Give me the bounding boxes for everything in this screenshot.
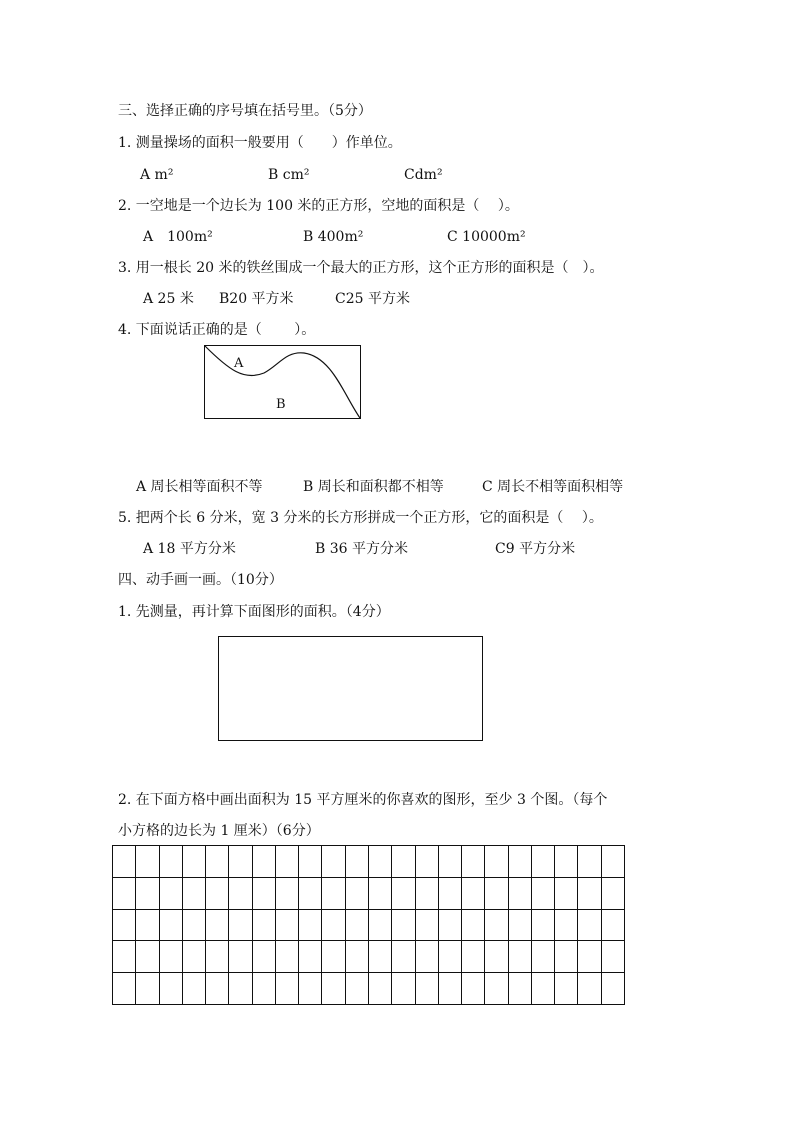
grid-cell[interactable]: [532, 973, 555, 1005]
grid-cell[interactable]: [206, 941, 229, 973]
grid-cell[interactable]: [299, 846, 322, 878]
grid-cell[interactable]: [160, 846, 183, 878]
q4-option-c: C 周长不相等面积相等: [482, 479, 624, 495]
grid-cell[interactable]: [555, 846, 578, 878]
grid-cell[interactable]: [276, 846, 299, 878]
grid-cell[interactable]: [206, 846, 229, 878]
q4-option-b: B 周长和面积都不相等: [303, 479, 444, 495]
grid-cell[interactable]: [485, 878, 508, 910]
grid-cell[interactable]: [439, 910, 462, 942]
grid-cell[interactable]: [485, 846, 508, 878]
grid-cell[interactable]: [322, 941, 345, 973]
grid-cell[interactable]: [509, 973, 532, 1005]
q1-option-a: A m²: [140, 167, 174, 183]
s4-question-1: 1. 先测量，再计算下面图形的面积。（4分）: [118, 604, 390, 620]
section-4-title: 四、动手画一画。（10分）: [118, 572, 283, 588]
grid-cell[interactable]: [113, 910, 136, 942]
grid-cell[interactable]: [555, 973, 578, 1005]
question-5: 5. 把两个长 6 分米，宽 3 分米的长方形拼成一个正方形，它的面积是（ ）。: [118, 510, 603, 526]
grid-cell[interactable]: [392, 941, 415, 973]
grid-cell[interactable]: [253, 973, 276, 1005]
question-2: 2. 一空地是一个边长为 100 米的正方形，空地的面积是（ ）。: [118, 198, 519, 214]
grid-cell[interactable]: [113, 846, 136, 878]
grid-cell[interactable]: [229, 973, 252, 1005]
grid-cell[interactable]: [602, 846, 625, 878]
grid-cell[interactable]: [532, 910, 555, 942]
grid-cell[interactable]: [509, 846, 532, 878]
grid-cell[interactable]: [136, 941, 159, 973]
grid-cell[interactable]: [485, 973, 508, 1005]
grid-cell[interactable]: [253, 941, 276, 973]
grid-cell[interactable]: [253, 910, 276, 942]
grid-cell[interactable]: [439, 846, 462, 878]
grid-cell[interactable]: [602, 910, 625, 942]
grid-cell[interactable]: [299, 941, 322, 973]
grid-cell[interactable]: [462, 910, 485, 942]
grid-cell[interactable]: [206, 973, 229, 1005]
grid-cell[interactable]: [346, 878, 369, 910]
grid-cell[interactable]: [299, 878, 322, 910]
q4-option-a: A 周长相等面积不等: [136, 479, 263, 495]
q5-option-b: B 36 平方分米: [315, 541, 409, 557]
q4-label-b: B: [276, 397, 286, 412]
grid-cell[interactable]: [346, 973, 369, 1005]
grid-cell[interactable]: [183, 973, 206, 1005]
grid-cell[interactable]: [369, 941, 392, 973]
grid-cell[interactable]: [229, 910, 252, 942]
grid-cell[interactable]: [509, 941, 532, 973]
grid-cell[interactable]: [462, 973, 485, 1005]
grid-cell[interactable]: [113, 941, 136, 973]
s4-question-2-line-1: 2. 在下面方格中画出面积为 15 平方厘米的你喜欢的图形，至少 3 个图。（每个: [118, 792, 608, 808]
grid-cell[interactable]: [113, 973, 136, 1005]
grid-cell[interactable]: [392, 910, 415, 942]
grid-cell[interactable]: [369, 878, 392, 910]
grid-cell[interactable]: [416, 846, 439, 878]
grid-cell[interactable]: [160, 910, 183, 942]
s4-question-2-line-2: 小方格的边长为 1 厘米）（6分）: [118, 823, 320, 839]
grid-cell[interactable]: [578, 973, 601, 1005]
q4-label-a: A: [234, 356, 244, 371]
q1-option-b: B cm²: [268, 167, 310, 183]
grid-cell[interactable]: [183, 910, 206, 942]
grid-cell[interactable]: [160, 973, 183, 1005]
q3-option-c: C25 平方米: [335, 291, 410, 307]
grid-cell[interactable]: [160, 878, 183, 910]
grid-cell[interactable]: [253, 846, 276, 878]
grid-cell[interactable]: [369, 973, 392, 1005]
grid-cell[interactable]: [555, 941, 578, 973]
grid-cell[interactable]: [578, 910, 601, 942]
q2-option-b: B 400m²: [303, 229, 364, 245]
grid-cell[interactable]: [532, 846, 555, 878]
grid-cell[interactable]: [160, 941, 183, 973]
grid-cell[interactable]: [229, 941, 252, 973]
grid-cell[interactable]: [509, 878, 532, 910]
grid-cell[interactable]: [136, 973, 159, 1005]
grid-cell[interactable]: [462, 846, 485, 878]
grid-cell[interactable]: [392, 973, 415, 1005]
grid-cell[interactable]: [462, 878, 485, 910]
grid-cell[interactable]: [346, 941, 369, 973]
grid-cell[interactable]: [485, 941, 508, 973]
q3-option-a: A 25 米: [143, 291, 194, 307]
grid-cell[interactable]: [113, 878, 136, 910]
q5-option-c: C9 平方分米: [495, 541, 576, 557]
grid-cell[interactable]: [578, 846, 601, 878]
grid-cell[interactable]: [276, 878, 299, 910]
grid-cell[interactable]: [485, 910, 508, 942]
grid-cell[interactable]: [136, 846, 159, 878]
grid-cell[interactable]: [253, 878, 276, 910]
measure-rectangle: [218, 636, 483, 741]
q3-option-b: B20 平方米: [219, 291, 294, 307]
q5-option-a: A 18 平方分米: [143, 541, 236, 557]
grid-cell[interactable]: [369, 846, 392, 878]
grid-cell[interactable]: [299, 910, 322, 942]
q2-option-a: A 100m²: [143, 229, 213, 245]
grid-cell[interactable]: [462, 941, 485, 973]
grid-cell[interactable]: [299, 973, 322, 1005]
grid-cell[interactable]: [229, 846, 252, 878]
grid-cell[interactable]: [532, 941, 555, 973]
grid-cell[interactable]: [578, 878, 601, 910]
grid-cell[interactable]: [276, 973, 299, 1005]
q4-figure: [204, 345, 361, 419]
grid-cell[interactable]: [183, 878, 206, 910]
grid-cell[interactable]: [439, 941, 462, 973]
grid-cell[interactable]: [578, 941, 601, 973]
grid-cell[interactable]: [369, 910, 392, 942]
grid-cell[interactable]: [206, 910, 229, 942]
grid-cell[interactable]: [322, 878, 345, 910]
question-3: 3. 用一根长 20 米的铁丝围成一个最大的正方形，这个正方形的面积是（ ）。: [118, 260, 604, 276]
grid-cell[interactable]: [555, 910, 578, 942]
grid-cell[interactable]: [136, 878, 159, 910]
grid-cell[interactable]: [276, 941, 299, 973]
grid-cell[interactable]: [416, 941, 439, 973]
grid-cell[interactable]: [276, 910, 299, 942]
grid-cell[interactable]: [439, 973, 462, 1005]
grid-cell[interactable]: [602, 941, 625, 973]
grid-cell[interactable]: [555, 878, 578, 910]
grid-cell[interactable]: [392, 878, 415, 910]
drawing-grid[interactable]: [112, 845, 625, 1005]
grid-cell[interactable]: [206, 878, 229, 910]
grid-cell[interactable]: [392, 846, 415, 878]
grid-cell[interactable]: [416, 973, 439, 1005]
question-1: 1. 测量操场的面积一般要用（ ）作单位。: [118, 135, 402, 151]
grid-cell[interactable]: [416, 910, 439, 942]
grid-cell[interactable]: [322, 973, 345, 1005]
grid-cell[interactable]: [416, 878, 439, 910]
grid-cell[interactable]: [136, 910, 159, 942]
grid-cell[interactable]: [322, 846, 345, 878]
grid-cell[interactable]: [602, 973, 625, 1005]
section-3-title: 三、选择正确的序号填在括号里。（5分）: [118, 103, 372, 119]
grid-cell[interactable]: [183, 846, 206, 878]
grid-cell[interactable]: [346, 910, 369, 942]
grid-cell[interactable]: [183, 941, 206, 973]
q2-option-c: C 10000m²: [447, 229, 526, 245]
grid-cell[interactable]: [346, 846, 369, 878]
q1-option-c: Cdm²: [404, 167, 443, 183]
grid-cell[interactable]: [229, 878, 252, 910]
grid-cell[interactable]: [532, 878, 555, 910]
grid-cell[interactable]: [509, 910, 532, 942]
question-4: 4. 下面说话正确的是（ ）。: [118, 322, 316, 338]
grid-cell[interactable]: [602, 878, 625, 910]
grid-cell[interactable]: [322, 910, 345, 942]
grid-cell[interactable]: [439, 878, 462, 910]
